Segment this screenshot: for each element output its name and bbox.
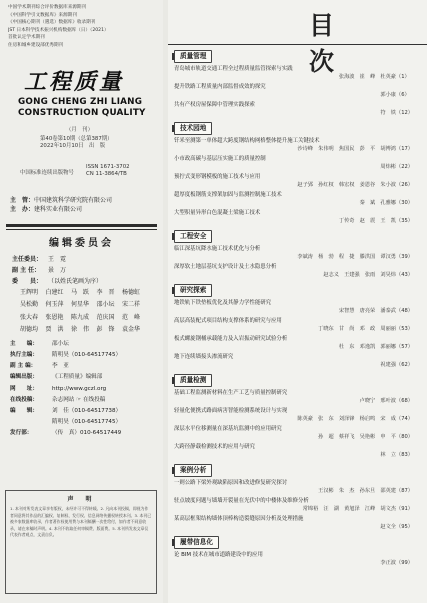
contact-key: 副 主 编：	[10, 363, 37, 370]
page-number: （48）	[396, 308, 413, 315]
article-title: 地下连续墙接头渗流研究	[174, 354, 234, 360]
page-number: （6）	[396, 92, 410, 99]
article-authors	[174, 433, 422, 441]
index-line: 首批认定学术期刊	[8, 35, 45, 41]
section-heading: 工程安全	[174, 230, 212, 243]
author-names: 赵文全	[380, 524, 396, 531]
member-list	[20, 287, 148, 337]
article-title: 预拧式变形钢模板的施工技术与应用	[174, 174, 261, 180]
article-title: 小市政高碳与基层压实施工的质量控制	[174, 156, 266, 162]
contact-value: （传 真）010-64517449	[52, 430, 122, 437]
article-title: 一则公路下梁外观缺陷原因和改进修复研究探讨	[174, 480, 288, 486]
member-name: 袁金华	[122, 326, 141, 334]
author-names: 卢晓宁 邢叶波	[359, 398, 396, 405]
sponsor-value: 中国建筑科学研究院有限公司	[34, 196, 113, 204]
page-number: （99）	[396, 560, 413, 567]
role-key: 委 员：	[12, 277, 43, 285]
role-value: 王 霓	[48, 255, 67, 263]
section-heading: 研究探索	[174, 284, 212, 297]
sponsor-row	[10, 196, 163, 206]
index-line: 《中国科学引文数据库》来源期刊	[8, 12, 77, 18]
contact-value: 邵小坛	[52, 340, 69, 347]
contact-row	[10, 395, 163, 406]
article-authors	[174, 271, 422, 279]
article-authors	[174, 559, 422, 567]
cn-number: CN 11-3864/TB	[86, 170, 127, 177]
issue-number: 第40卷第10期（总第387期）	[40, 135, 113, 142]
author-names: 杜 东 邓逸凯 郭丽娜	[328, 344, 396, 351]
section-heading: 质量检测	[174, 374, 212, 387]
declaration-title: 声 明	[67, 496, 95, 503]
article-authors	[174, 397, 422, 405]
article-title: 大跨径静载检测技术的应用与研究	[174, 444, 255, 450]
article-authors	[174, 523, 422, 531]
member-name: 白建红	[45, 288, 64, 296]
index-list	[8, 4, 163, 50]
author-names: 祝建强	[380, 362, 396, 369]
member-name: 胡德均	[20, 326, 39, 334]
table-of-contents	[168, 0, 427, 603]
article-authors	[174, 73, 422, 81]
article-title: 基础工程监测新材料在生产工艺与质量控制研究	[174, 390, 288, 396]
page-number: （83）	[396, 452, 413, 459]
article-authors	[174, 181, 422, 189]
article-title: 超厚度板钢筋支撑架加固与监测控制施工技术	[174, 192, 282, 198]
article-title: 板式螺旋钢桶承载能力及入岩振动研究试验分析	[174, 336, 288, 342]
contact-row	[10, 339, 163, 350]
toc-title: 目 次	[309, 11, 392, 76]
sponsor-value: 建科实业有限公司	[34, 206, 83, 214]
contact-key	[10, 417, 52, 428]
author-names: 周炜彬	[380, 164, 396, 171]
member-name: 何星华	[71, 301, 90, 309]
declaration-text: 1. 本刊对所发表文章享有版权，未经许可不得转载。2. 凡向本刊投稿，即视为作者同意将其作品的汇编权、复制权、发行权、信息网络传播权转授本刊。3. 本刊已被多家数据库收录，作者著作权使用费与本刊稿酬一次性给付，如作者不同意收录，请在来稿时声明。4. 本刊不收取任何审稿费、版面费。5. 本刊所发表文章仅代表作者观点，文责自负。	[10, 506, 152, 538]
page-number: （87）	[396, 488, 413, 495]
divider	[6, 229, 157, 230]
index-line: 《中国核心期刊（遴选）数据库》收录期刊	[8, 20, 96, 26]
contact-row	[10, 372, 163, 383]
section-heading: 质量管理	[174, 50, 212, 63]
editorial-role	[12, 265, 163, 276]
serial-label: 中国标准连续出版物号	[20, 169, 74, 176]
page-number: （1）	[396, 74, 410, 81]
member-name: 吴松勤	[20, 301, 39, 309]
page-number: （57）	[396, 344, 413, 351]
article-authors	[174, 343, 422, 351]
member-name: 宋二祥	[122, 301, 141, 309]
article-title: 临江深基坑降水施工技术优化与分析	[174, 246, 261, 252]
section-heading: 技术园地	[174, 122, 212, 135]
page-number: （22）	[396, 164, 413, 171]
contact-row	[10, 406, 163, 417]
page-number: （68）	[396, 398, 413, 405]
contact-list	[0, 339, 163, 440]
member-name: 徐 伟	[71, 326, 90, 334]
page-number: （17）	[396, 146, 413, 153]
author-names: 郭小康	[380, 92, 396, 99]
page-number: （39）	[396, 254, 413, 261]
contact-value: 隋明昊（010-64517745）	[52, 351, 122, 358]
article-authors	[174, 91, 422, 99]
article-authors	[174, 199, 422, 207]
page-number: （12）	[396, 110, 413, 117]
frequency-label: （月 刊）	[66, 126, 93, 133]
author-names: 丁传奇 赵 震 王 凯	[338, 218, 396, 225]
author-names: 赵志义 王建强 张雨 刘昊炜	[323, 272, 396, 279]
page-number: （95）	[396, 524, 413, 531]
article-authors	[174, 253, 422, 261]
contact-value: http://www.gczl.org	[52, 385, 107, 392]
article-authors	[174, 361, 422, 369]
contact-key: 主 编：	[10, 340, 38, 347]
author-names: 孙 超 蔡祥飞 吴艳彬 申 平	[318, 434, 396, 441]
article-title: 某高层框架结构墙体顶棒构造裂缝原因分析及处理措施	[174, 516, 304, 522]
page-number: （80）	[396, 434, 413, 441]
article-authors	[174, 505, 422, 513]
role-key: 主任委员：	[12, 255, 43, 263]
pinyin-line-2: CONSTRUCTION QUALITY	[18, 107, 146, 118]
contact-value: 杂志网站 ☞ 在线投稿	[52, 396, 106, 403]
pinyin-line-1: GONG CHENG ZHI LIANG	[18, 96, 143, 107]
article-authors	[174, 451, 422, 459]
author-names: 常锦裕 汪 湖 黄旭泽 江峰 胡文杰	[302, 506, 396, 513]
contact-key: 执行主编：	[10, 351, 38, 358]
article-authors	[174, 307, 422, 315]
article-authors	[174, 415, 422, 423]
contact-row	[10, 361, 163, 372]
article-title: 驻点坡度问题与墙墙开裂量在光伏中的中楼体及维修分析	[174, 498, 309, 504]
section-heading: 案例分析	[174, 464, 212, 477]
member-name: 范庆国	[96, 313, 115, 321]
article-title: 深厚软土地层基坑支护设计及土水隐患分析	[174, 264, 277, 270]
member-name: 马 跃	[71, 288, 90, 296]
member-name: 王辉明	[20, 288, 39, 296]
article-authors	[174, 145, 422, 153]
author-names: 陈英豪 张 东 刘泽锋 杨启鸣 宋 成	[297, 416, 396, 423]
sponsor-key: 主 管：	[10, 196, 35, 204]
article-title: 高层高装配式项目结构支撑体系的研究与应用	[174, 318, 282, 324]
contact-row	[10, 384, 163, 395]
section-heading: 履带信息化	[174, 536, 219, 549]
article-title: 大型积量异形白色混凝土梁施工技术	[174, 210, 261, 216]
member-name: 邵小坛	[96, 301, 115, 309]
page-number: （62）	[396, 362, 413, 369]
page-number: （43）	[396, 272, 413, 279]
member-name: 张大春	[20, 313, 39, 321]
index-line: 中国学术期刊综合评价数据库来源期刊	[8, 5, 87, 10]
contact-key: 编辑出版：	[10, 374, 38, 381]
publish-date: 2022年10月10日 出 版	[40, 142, 106, 149]
article-authors	[174, 163, 422, 171]
editorial-heading: 编辑委员会	[49, 237, 114, 249]
article-title: 共有产权房屋保障中管理实践探索	[174, 102, 255, 108]
contact-key: 在线投稿：	[10, 396, 38, 403]
member-name: 范 峰	[122, 313, 141, 321]
index-line: JST 日本科学技术振兴机构数据库（日）（2021）	[8, 27, 109, 33]
contact-row	[10, 350, 163, 361]
sponsor-row	[10, 205, 163, 215]
contact-value: 李 亚	[52, 363, 69, 370]
serial-codes	[86, 164, 130, 178]
editorial-role	[12, 254, 163, 265]
member-name: 陈九成	[71, 313, 90, 321]
page-number: （35）	[396, 218, 413, 225]
journal-pinyin	[18, 97, 163, 119]
cover-panel	[0, 0, 163, 603]
contact-value: 刘 佳（010-64517738）	[52, 407, 122, 414]
contact-row	[10, 428, 163, 439]
author-names: 丁晓东 甘 尚 邓 政 周丽丽	[318, 326, 396, 333]
role-key: 副 主 任：	[12, 266, 41, 274]
article-title: 钎米至测第一单体超大跨度钢结构网格整体提升施工关键技术	[174, 138, 320, 144]
article-title: 深层水平位移测量在深基坑监测中的应用研究	[174, 426, 282, 432]
author-names: 张海波 崔 峰 杜英豪	[338, 74, 396, 81]
member-name: 杨德虹	[122, 288, 141, 296]
article-authors	[174, 109, 422, 117]
author-names: 林 立	[380, 452, 396, 459]
contact-key: 编 辑：	[10, 407, 38, 414]
role-value: 景 万	[48, 266, 67, 274]
author-names: 王汉彬 朱 杰 孙东旦 邵英建	[318, 488, 396, 495]
page-number: （91）	[396, 506, 413, 513]
author-names: 赵子郢 孙红权 韩宏权 姜恩谷 朱小波	[297, 182, 396, 189]
article-authors	[174, 487, 422, 495]
member-name: 彭 锋	[96, 326, 115, 334]
sponsor-key: 主 办：	[10, 206, 35, 214]
journal-logo: 工程质量	[24, 68, 125, 95]
member-name: 李 晋	[96, 288, 115, 296]
article-authors	[174, 217, 422, 225]
author-names: 宋智慧 唐亮荣 潘泰武	[338, 308, 396, 315]
contact-key: 网 址：	[10, 385, 38, 392]
issue-info	[40, 136, 163, 150]
page-number: （26）	[396, 182, 413, 189]
article-title: 青岛城市轨道交通工程全过程质量监管探索与实践	[174, 66, 293, 72]
author-names: 秦 斌 孔雅娜	[359, 200, 396, 207]
author-names: 沙诗峰 朱伟明 焦国民 彭 平 胡博鸿	[297, 146, 396, 153]
declaration-box	[5, 490, 157, 594]
article-title: 地铁轨下铁垫板优化及其静力学性能研究	[174, 300, 272, 306]
author-names: 符 铁	[380, 110, 396, 117]
issn: ISSN 1671-3702	[86, 163, 130, 170]
member-name: 何玉萍	[45, 301, 64, 309]
article-title: 轻量化便携式路面病害智能检测系统设计与实现	[174, 408, 288, 414]
contact-value: 隋明昊（010-64517745）	[52, 419, 122, 426]
divider	[168, 44, 427, 45]
article-authors	[174, 325, 422, 333]
article-title: 提升铁路工程质量内部监督成效的探究	[174, 84, 266, 90]
member-name: 张恩艳	[45, 313, 64, 321]
editorial-role	[12, 276, 163, 287]
page-number: （74）	[396, 416, 413, 423]
page-number: （30）	[396, 200, 413, 207]
divider	[6, 224, 157, 227]
author-names: 李正波	[380, 560, 396, 567]
role-value: （以姓氏笔画为序）	[48, 277, 103, 285]
author-names: 李斌涛 杨 勃 程 捷 滕洪国 谭汉勇	[297, 254, 396, 261]
contact-row	[10, 417, 163, 428]
contact-key: 发行部：	[10, 430, 33, 437]
member-name: 贾 洪	[45, 326, 64, 334]
contact-value: 《工程质量》编辑部	[52, 374, 103, 381]
sponsor-info	[10, 196, 163, 215]
serial-numbers	[0, 164, 163, 186]
article-title: 论 BIM 技术在城市道路建设中的应用	[174, 552, 263, 558]
page-number: （53）	[396, 326, 413, 333]
index-line: 住房和城乡建设部优秀期刊	[8, 42, 64, 48]
